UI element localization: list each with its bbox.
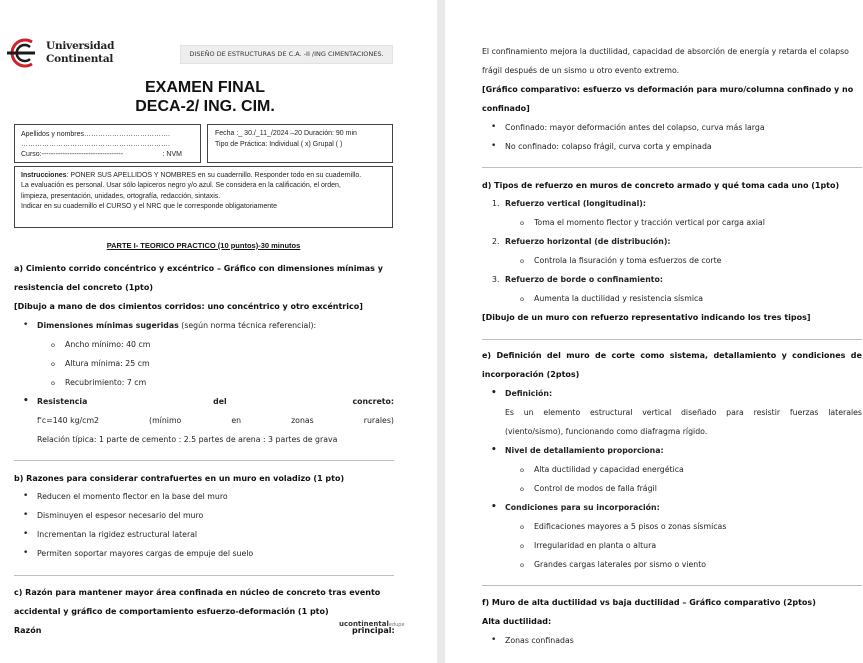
student-course-row <box>21 150 194 160</box>
type-1-num: 1. <box>492 199 500 208</box>
instructions-line-1 <box>21 171 386 181</box>
e-word: Definición <box>496 351 542 360</box>
section-a-heading-2: resistencia del concreto (1pto) <box>14 283 154 292</box>
exam-type-line: Tipo de Práctica: Individual ( x) Grupal ( ) <box>215 140 343 148</box>
student-names-line: Apellidos y nombres………………………………. <box>21 131 170 138</box>
student-info-box <box>14 124 201 163</box>
def-word: para <box>726 408 744 417</box>
exam-title <box>105 78 305 116</box>
dims-item <box>37 321 316 330</box>
section-b-item: • Permiten soportar mayores cargas de empuje del suelo <box>37 549 253 558</box>
e-word: corte <box>611 351 635 360</box>
divider <box>14 575 394 576</box>
dims-label: Dimensiones mínimas sugeridas <box>37 321 179 330</box>
section-c-heading-1: c) Razón para mantener mayor área confinada en núcleo de concreto tras evento <box>14 588 381 597</box>
section-d-heading: d) Tipos de refuerzo en muros de concreto armado y qué toma cada uno (1pto) <box>482 181 840 190</box>
conditions-label: • Condiciones para su incorporación: <box>505 503 660 512</box>
fc-word-3: en <box>231 416 242 425</box>
def-word: estructural <box>589 408 633 417</box>
section-a-drawing-note: [Dibujo a mano de dos cimientos corridos: uno concéntrico y otro excéntrico] <box>14 302 363 311</box>
exam-title-line-2: DECA-2/ ING. CIM. <box>135 98 275 115</box>
resistance-word-2: del <box>213 397 227 406</box>
unconfined-item: • No confinado: colapso frágil, curva corta y empinada <box>505 142 712 151</box>
e-word: de <box>850 351 862 360</box>
logo-line-1: Universidad <box>46 40 115 52</box>
resistance-word-1: • Resistencia <box>37 397 88 406</box>
divider <box>482 585 862 586</box>
type-2-label: Refuerzo horizontal (de distribución): <box>505 237 671 246</box>
divider <box>482 167 862 168</box>
section-c-heading-2: accidental y gráfico de comportamiento esfuerzo-deformación (1 pto) <box>14 607 329 616</box>
section-b-item: • Disminuyen el espesor necesario del muro <box>37 511 203 520</box>
resistance-item <box>37 397 394 406</box>
e-word: del <box>546 351 561 360</box>
e-word: detallamiento <box>713 351 777 360</box>
def-word: un <box>523 408 534 417</box>
e-word: de <box>595 351 607 360</box>
type-3-num: 3. <box>492 275 500 284</box>
reason-label: Razón <box>14 626 42 635</box>
instructions-line-4: Indicar en su cuadernillo el CURSO y el NRC que le corresponde obligatoriamente <box>21 202 278 210</box>
logo-line-2: Continental <box>46 53 114 65</box>
e-word: muro <box>566 351 590 360</box>
type-2-detail: o Controla la fisuración y toma esfuerzos de corte <box>534 256 721 265</box>
exam-title-line-1: EXAMEN FINAL <box>145 79 265 96</box>
instructions-line-3: limpieza, presentación, unidades, ortografía, redacción, sintaxis. <box>21 192 221 200</box>
e-word: y <box>781 351 787 360</box>
instructions-label: Instrucciones <box>21 172 67 179</box>
definition-line-2: (viento/sismo), funcionando como diafragma rígido. <box>505 427 708 436</box>
def-word: fuerzas <box>789 408 819 417</box>
dim-height: o Altura mínima: 25 cm <box>65 359 150 368</box>
divider <box>14 460 394 461</box>
type-3-detail: o Aumenta la ductilidad y resistencia sísmica <box>534 294 703 303</box>
exam-date-line: Fecha :_ 30./_11_/2024 –20 Duración: 90 min <box>215 130 357 137</box>
mix-ratio: Relación típica: 1 parte de cemento : 2.5 partes de arena : 3 partes de grava <box>37 435 338 444</box>
section-d-drawing-note: [Dibujo de un muro con refuerzo representativo indicando los tres tipos] <box>482 313 811 322</box>
resistance-word-3: concreto: <box>352 397 394 406</box>
def-word: Es <box>505 408 514 417</box>
detail-item: o Alta ductilidad y capacidad energética <box>534 465 684 474</box>
fc-word-4: zonas <box>291 416 314 425</box>
def-word: vertical <box>642 408 672 417</box>
divider <box>482 339 862 340</box>
dim-width: o Ancho mínimo: 40 cm <box>65 340 150 349</box>
part-title: PARTE I- TEORICO PRACTICO (10 puntos)-30 minutos <box>106 241 301 250</box>
confined-item: • Confinado: mayor deformación antes del colapso, curva más larga <box>505 123 765 132</box>
footer-principal: principal: <box>352 626 395 635</box>
student-dots-line: ………………………………………………………. <box>21 141 170 148</box>
e-word: sistema, <box>669 351 709 360</box>
condition-item: o Edificaciones mayores a 5 pisos o zonas sísmicas <box>534 522 726 531</box>
course-name-box: DISEÑO DE ESTRUCTURAS DE C.A. -II /ING CIMENTACIONES. <box>180 45 393 64</box>
section-b-item: • Incrementan la rigidez estructural lateral <box>37 530 197 539</box>
page-gutter <box>437 0 445 663</box>
fc-word-1: f'c=140 kg/cm2 <box>37 416 100 425</box>
detail-item: o Control de modos de falla frágil <box>534 484 657 493</box>
def-word: diseñado <box>680 408 717 417</box>
high-ductility-label: Alta ductilidad: <box>482 617 552 626</box>
def-word: resistir <box>753 408 781 417</box>
section-b-item: • Reducen el momento flector en la base del muro <box>37 492 228 501</box>
high-ductility-item: • Zonas confinadas <box>505 636 574 645</box>
dims-note: (según norma técnica referencial): <box>178 321 317 330</box>
fc-line <box>37 416 394 425</box>
type-3-label: Refuerzo de borde o confinamiento: <box>505 275 663 284</box>
condition-item: o Irregularidad en planta o altura <box>534 541 656 550</box>
section-e-heading-2: incorporación (2ptos) <box>482 370 580 379</box>
intro-line-1: El confinamiento mejora la ductilidad, capacidad de absorción de energía y retarda el colapso <box>482 47 849 56</box>
university-logo-icon <box>2 38 38 68</box>
fc-word-2: (mínimo <box>149 416 182 425</box>
e-word: e) <box>482 351 492 360</box>
instructions-box <box>14 166 393 228</box>
exam-info-box <box>207 124 393 163</box>
section-f-heading: f) Muro de alta ductilidad vs baja ductilidad – Gráfico comparativo (2ptos) <box>482 598 816 607</box>
type-1-detail: o Toma el momento flector y tracción vertical por carga axial <box>534 218 765 227</box>
def-word: laterales <box>828 408 862 417</box>
definition-line-1 <box>505 408 862 417</box>
e-word: condiciones <box>792 351 846 360</box>
intro-line-2: frágil después de un sismo u otro evento extremo. <box>482 66 680 75</box>
section-a-heading-1: a) Cimiento corrido concéntrico y excéntrico – Gráfico con dimensiones mínimas y <box>14 264 383 273</box>
section-b-heading: b) Razones para considerar contrafuertes en un muro en voladizo (1 pto) <box>14 474 345 483</box>
instructions-line-2: La evaluación es personal. Usar sólo lapiceros negro y/o azul. Se considera en la calificación, el orden, <box>21 182 341 190</box>
definition-label: • Definición: <box>505 389 552 398</box>
university-logo <box>2 38 115 68</box>
type-1-label: Refuerzo vertical (longitudinal): <box>505 199 646 208</box>
detail-label: • Nivel de detallamiento proporciona: <box>505 446 664 455</box>
instructions-text-1: : PONER SUS APELLIDOS Y NOMBRES en su cuadernillo. Responder todo en su cuadernillo. <box>66 172 362 179</box>
condition-item: o Grandes cargas laterales por sismo o viento <box>534 560 706 569</box>
type-2-num: 2. <box>492 237 500 246</box>
def-word: elemento <box>543 408 581 417</box>
dim-cover: o Recubrimiento: 7 cm <box>65 378 146 387</box>
e-word: como <box>640 351 665 360</box>
footer-brand-suffix: edupe <box>388 622 405 628</box>
graph-note-2: confinado] <box>482 104 530 113</box>
section-e-heading-1 <box>482 351 862 360</box>
footer-brand-text: ucontinental <box>339 620 389 628</box>
student-course-label: Curso:----------------------------------- <box>21 151 124 158</box>
right-page <box>445 0 863 663</box>
fc-word-5: rurales) <box>363 416 394 425</box>
graph-note-1: [Gráfico comparativo: esfuerzo vs deformación para muro/columna confinado y no <box>482 85 854 94</box>
student-nrc: : NVM <box>162 151 182 158</box>
